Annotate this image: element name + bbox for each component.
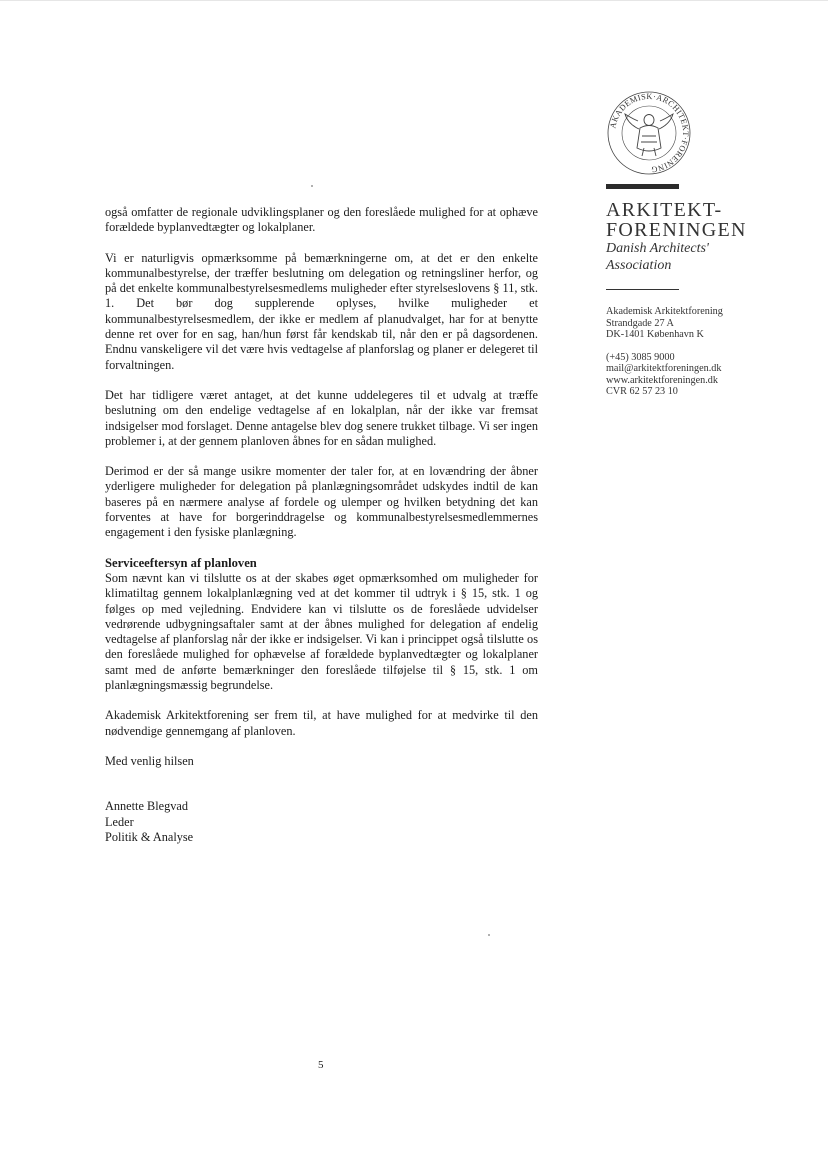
salutation: Med venlig hilsen — [105, 753, 194, 768]
organization-name-line-2: FORENINGEN — [606, 219, 747, 241]
svg-text:AKADEMISK·ARCHITEKT·FORENING: AKADEMISK·ARCHITEKT·FORENING — [608, 91, 691, 175]
organization-name — [606, 200, 806, 240]
signature-block — [105, 799, 538, 845]
website-address: www.arkitektforeningen.dk — [606, 374, 718, 386]
contact-spacer — [606, 341, 806, 352]
email-address: mail@arkitektforeningen.dk — [606, 363, 722, 374]
letterhead-thick-rule — [606, 184, 679, 189]
section-heading: Serviceeftersyn af planloven — [105, 555, 257, 570]
address-name: Akademisk Arkitektforening — [606, 306, 723, 317]
page-number: 5 — [318, 1059, 324, 1071]
organization-name-line-1: ARKITEKT- — [606, 199, 723, 221]
organization-english-name-line-2: Association — [606, 258, 672, 273]
section-paragraph: Som nævnt kan vi tilslutte os at der skabes øget opmærksomhed om muligheder for klimatiltag gennem lokalplanlægning ved at det kommer til udtryk i § 15, stk. 1 og følges op med vejledning. Endvidere kan vi tilslutte os de foreslåede udvidelser vedrørende udbygningsaftaler samt at der åbnes mulighed for delegation af endelig vedtagelse af planforslag når der ikke er indsigelser. Vi kan i princippet også tilslutte os den foreslåede mulighed for ophævelse af forældede byplanvedtægter og lokalplaner samt med de anførte bemærkninger den foreslåede tilføjelse til § 15, stk. 1 om planlægningsmæssig begrundelse. — [105, 570, 538, 693]
signer-title: Leder — [105, 814, 134, 829]
cvr-number: CVR 62 57 23 10 — [606, 386, 678, 397]
scan-speck — [488, 934, 490, 936]
scan-speck — [311, 185, 313, 187]
address-city: DK-1401 København K — [606, 329, 704, 340]
letter-body — [105, 205, 538, 845]
body-paragraph-2: Vi er naturligvis opmærksomme på bemærkningerne om, at det er den enkelte kommunalbestyrelse, der træffer beslutning om delegation og retningsliner herfor, og på det enkelte kommunalbestyrelsesmedlems muligheder efter styrelseslovens § 11, stk. 1. Det bør dog supplerende oplyses, hvilke muligheder et kommunalbestyrelsesmedlem, der ikke er medlem af planudvalget, har for at benytte denne ret over for en sag, han/hun først får kendskab til, når den er på dagsordenen. Endnu vanskeligere vil det være hvis vedtagelse af planforslag og planer er delegeret til forvaltningen. — [105, 250, 538, 372]
phone-number: (+45) 3085 9000 — [606, 351, 675, 363]
contact-block — [606, 306, 806, 398]
closing-paragraph: Akademisk Arkitektforening ser frem til, at have mulighed for at medvirke til den nødvendige gennemgang af planloven. — [105, 708, 538, 738]
organization-english-name-line-1: Danish Architects' — [606, 241, 709, 256]
organization-english-name — [606, 240, 806, 274]
body-paragraph-1: også omfatter de regionale udviklingsplaner og den foreslåede mulighed for at ophæve forældede byplanvedtægter og lokalplaner. — [105, 205, 538, 235]
letterhead-thin-rule — [606, 289, 679, 290]
association-seal-logo — [606, 90, 692, 176]
signer-name: Annette Blegvad — [105, 799, 188, 814]
body-paragraph-3: Det har tidligere været antaget, at det kunne uddelegeres til et udvalg at træffe beslutning om den endelige vedtagelse af en lokalplan, når der ikke var fremsat indsigelser mod forslaget. Denne antagelse blev dog senere trukket tilbage. Vi ser ingen problemer i, at der gennem planloven åbnes for en sådan mulighed. — [105, 387, 538, 448]
address-street: Strandgade 27 A — [606, 317, 674, 329]
page-top-edge — [0, 0, 828, 9]
body-paragraph-4: Derimod er der så mange usikre momenter der taler for, at en lovændring der åbner yderligere muligheder for delegation på planlægningsområdet udskydes indtil de kan baseres på en nærmere analyse af fordele og ulemper og hvilken betydning det kan forventes at have for borgerinddragelse og kommunalbestyrelsesmedlemmernes engagement i den fysiske planlægning. — [105, 464, 538, 540]
signer-department: Politik & Analyse — [105, 829, 194, 844]
